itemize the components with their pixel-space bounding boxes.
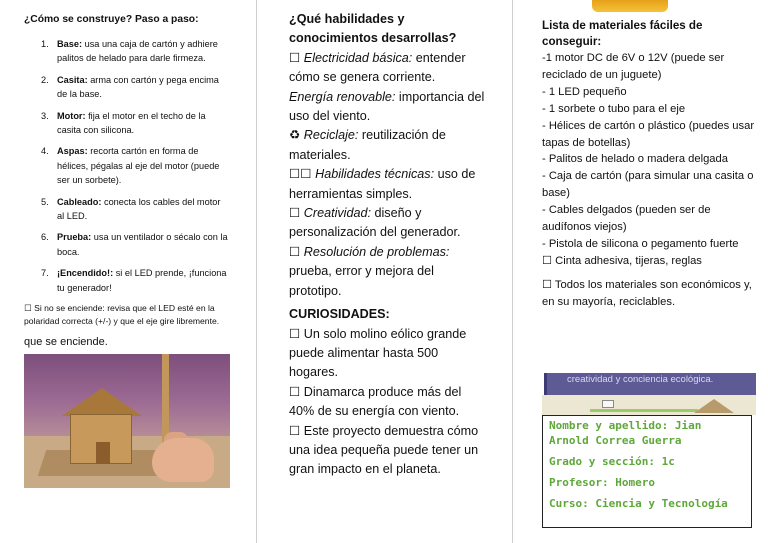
slogan-banner: creatividad y conciencia ecológica. [544,373,756,395]
skill-icon: ☐☐ [289,167,316,182]
material-item: - 1 sorbete o tubo para el eje [542,102,686,115]
step-item [24,144,230,187]
skill-text: diseño y personalización del generador. [289,206,461,240]
steps-column [24,14,230,488]
course-name: Curso: Ciencia y Tecnología [549,497,728,510]
curiosity-item: ☐ Dinamarca produce más del 40% de su energía con viento. [289,384,462,419]
material-item: - Pistola de silicona o pegamento fuerte [542,237,739,250]
materials-column [542,0,756,510]
step-title: Casita: [57,74,88,85]
step-title: Aspas: [57,146,88,157]
step-text: si el LED prende, ¡funciona tu generador! [57,268,227,293]
step-item [24,37,230,66]
skill-item [289,126,489,165]
step-title: Cableado: [57,196,102,207]
skills-heading: ¿Qué habilidades y conocimientos desarrollas? [289,12,457,46]
step-text: arma con cartón y pega encima de la base. [57,74,219,100]
skill-item [289,88,489,127]
column-divider-left [256,0,257,543]
skill-icon: ☐ [289,244,304,259]
curiosity-item: ☐ Un solo molino eólico grande puede alimentar hasta 500 hogares. [289,326,467,380]
skill-title: Electricidad básica: [303,50,413,65]
skill-icon: ☐ [289,206,304,221]
step-number: 4. [41,146,49,157]
materials-list [542,50,756,270]
step-number: 5. [41,196,49,207]
material-item: -1 motor DC de 6V o 12V (puede ser reciclado de un juguete) [542,52,725,81]
photo-house-roof [62,388,142,416]
circuit-component-icon [602,400,614,408]
wind-generator-photo [24,354,230,488]
skill-text: uso de herramientas simples. [289,167,476,201]
skill-item [289,243,489,301]
photo-hand [152,438,214,482]
green-bar [590,409,698,412]
photo-house-door [96,442,110,464]
skill-text: reutilización de materiales. [289,128,446,162]
skill-icon: ☐ [289,50,304,65]
material-item: - Hélices de cartón o plástico (puedes usar tapas de botellas) [542,119,755,149]
curiosities-heading: CURIOSIDADES: [289,307,390,322]
step-number: 3. [41,110,49,121]
step-item [24,195,230,224]
step-text: fija el motor en el techo de la casita con silicona. [57,110,206,136]
column-divider-right [512,0,513,543]
skill-item [289,165,489,204]
skills-column [289,10,489,480]
step-number: 7. [41,268,49,279]
student-grade: Grado y sección: 1c [549,455,675,468]
skill-title: Energía renovable: [289,89,396,104]
step-text: conecta los cables del motor al LED. [57,196,221,222]
step-title: Prueba: [57,232,92,243]
step-item [24,73,230,102]
skill-text: entender cómo se genera corriente. [289,50,466,85]
roof-triangle-icon [694,399,734,413]
step-title: ¡Encendido!: [57,268,114,279]
materials-note: ☐ Todos los materiales son económicos y, en su mayoría, reciclables. [542,278,752,308]
skill-item [289,204,489,243]
material-item: - Cables delgados (pueden ser de audífonos viejos) [542,204,711,234]
skill-title: Reciclaje: [303,128,359,143]
step-title: Base: [57,39,83,49]
steps-list [24,37,230,295]
teacher-name: Profesor: Homero [549,476,655,489]
skill-text: importancia del uso del viento. [289,89,485,124]
steps-title: ¿Cómo se construye? Paso a paso: [24,14,199,25]
material-item: ☐ Cinta adhesiva, tijeras, reglas [542,254,702,267]
skill-title: Resolución de problemas: [303,244,450,259]
step-item [24,109,230,138]
material-item: - 1 LED pequeño [542,85,627,98]
skill-title: Creatividad: [303,206,371,221]
skill-item [289,49,489,88]
step-title: Motor: [57,110,86,121]
decorative-top-shape [592,0,668,12]
troubleshooting-tip: ☐ Si no se enciende: revisa que el LED esté en la polaridad correcta (+/-) y que el eje gire libremente. [24,303,220,326]
student-name: Nombre y apellido: Jian Arnold Correa Guerra [549,419,702,447]
step-text: usa una caja de cartón y adhiere palitos de helado para darle firmeza. [57,39,218,64]
step-number: 2. [41,74,49,85]
caption-text: que se enciende. [24,336,108,349]
step-number: 6. [41,232,49,243]
materials-title: Lista de materiales fáciles de conseguir: [542,19,703,48]
step-number: 1. [41,39,49,49]
skill-title: Habilidades técnicas: [315,167,435,182]
material-item: - Caja de cartón (para simular una casita o base) [542,170,754,200]
step-item [24,266,230,295]
material-item: - Palitos de helado o madera delgada [542,153,728,166]
step-text: recorta cartón en forma de hélices, pégalas al eje del motor (puede ser un sorbete). [57,146,220,186]
decorative-strip [542,395,756,415]
student-info-box [542,415,752,528]
step-text: usa un ventilador o sécalo con la boca. [57,232,228,257]
curiosity-item: ☐ Este proyecto demuestra cómo una idea pequeña puede tener un gran impacto en el planeta. [289,423,479,477]
skill-text: prueba, error y mejora del prototipo. [289,264,434,298]
recycle-icon: ♻ [289,128,304,143]
step-item [24,230,230,259]
